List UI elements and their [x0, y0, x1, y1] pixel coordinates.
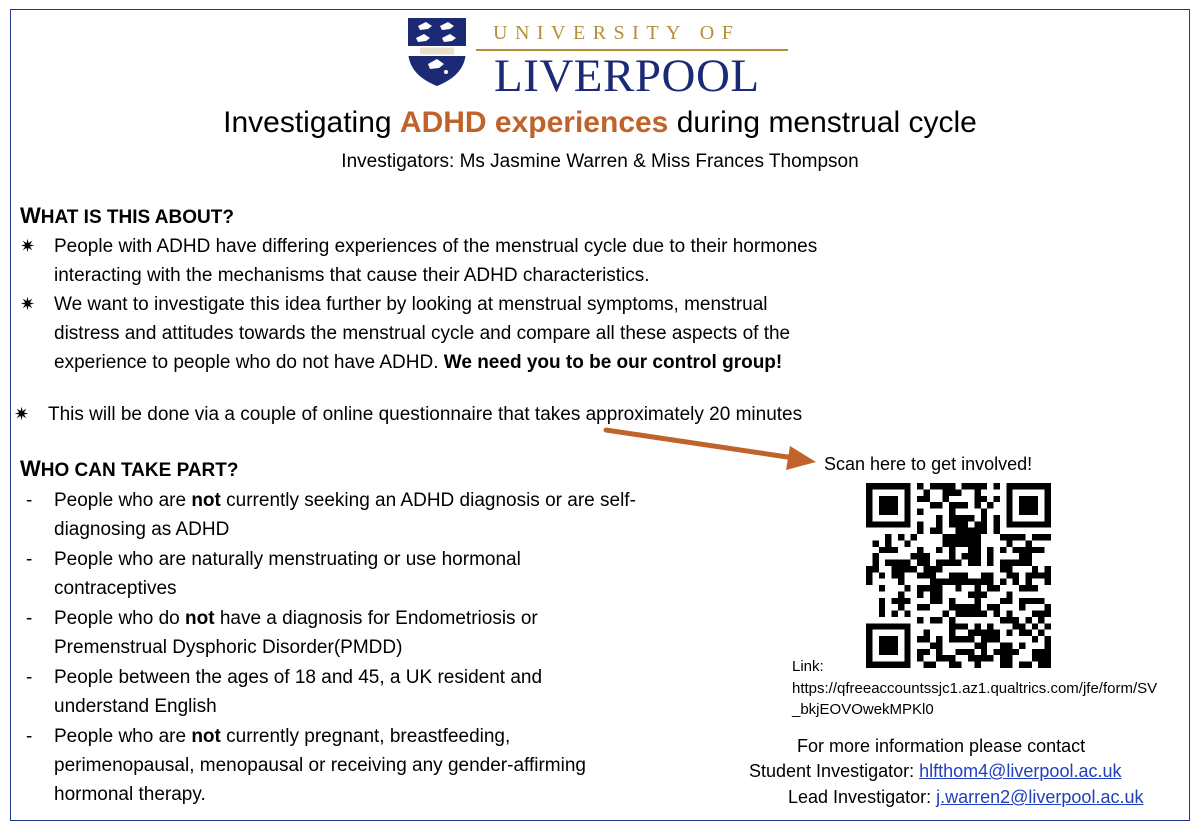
control-group-callout: We need you to be our control group!: [443, 352, 783, 373]
about-item-line: People with ADHD have differing experiences of the menstrual cycle due to their hormones: [54, 236, 818, 257]
arrow-to-qr-icon: [604, 420, 824, 480]
page-title: [0, 106, 1200, 140]
who-heading: WHO CAN TAKE PART?: [20, 456, 239, 481]
title-part1: Investigating: [223, 106, 400, 139]
student-contact: Student Investigator: hlfthom4@liverpool.ac.uk: [749, 761, 1122, 781]
scan-label: Scan here to get involved!: [824, 454, 1033, 474]
investigators-line: Investigators: Ms Jasmine Warren & Miss Frances Thompson: [341, 151, 859, 172]
about-item-line: interacting with the mechanisms that cause their ADHD characteristics.: [54, 265, 650, 286]
contact-intro: For more information please contact: [797, 736, 1086, 756]
lead-contact: Lead Investigator: j.warren2@liverpool.ac.uk: [788, 787, 1144, 807]
lead-email-link[interactable]: j.warren2@liverpool.ac.uk: [936, 787, 1144, 807]
asterisk-bullet-icon: ✷: [20, 236, 36, 256]
about-item-line: distress and attitudes towards the menstrual cycle and compare all these aspects of the: [54, 323, 791, 344]
link-label: Link:: [792, 658, 824, 675]
about-item-line: We want to investigate this idea further by looking at menstrual symptoms, menstrual: [54, 294, 768, 315]
about-heading: WHAT IS THIS ABOUT?: [20, 203, 234, 228]
asterisk-bullet-icon: ✷: [20, 294, 36, 314]
logo-line-liverpool: LIVERPOOL: [494, 50, 760, 102]
title-highlight: ADHD experiences: [399, 106, 669, 139]
logo-line-university-of: UNIVERSITY OF: [493, 22, 741, 44]
survey-link[interactable]: https://qfreeaccountssjc1.az1.qualtrics.com/jfe/form/SV _bkjEOVOwekMPKl0: [792, 680, 1158, 718]
title-part2: during menstrual cycle: [668, 106, 977, 139]
qr-code-icon[interactable]: [866, 483, 1051, 668]
asterisk-bullet-icon: ✷: [14, 404, 30, 424]
university-crest-icon: [406, 16, 468, 88]
about-extra-text: This will be done via a couple of online questionnaire that takes approximately 20 minutes: [48, 404, 803, 425]
student-email-link[interactable]: hlfthom4@liverpool.ac.uk: [919, 761, 1122, 781]
about-item-line: experience to people who do not have ADHD. We need you to be our control group!: [54, 352, 783, 373]
